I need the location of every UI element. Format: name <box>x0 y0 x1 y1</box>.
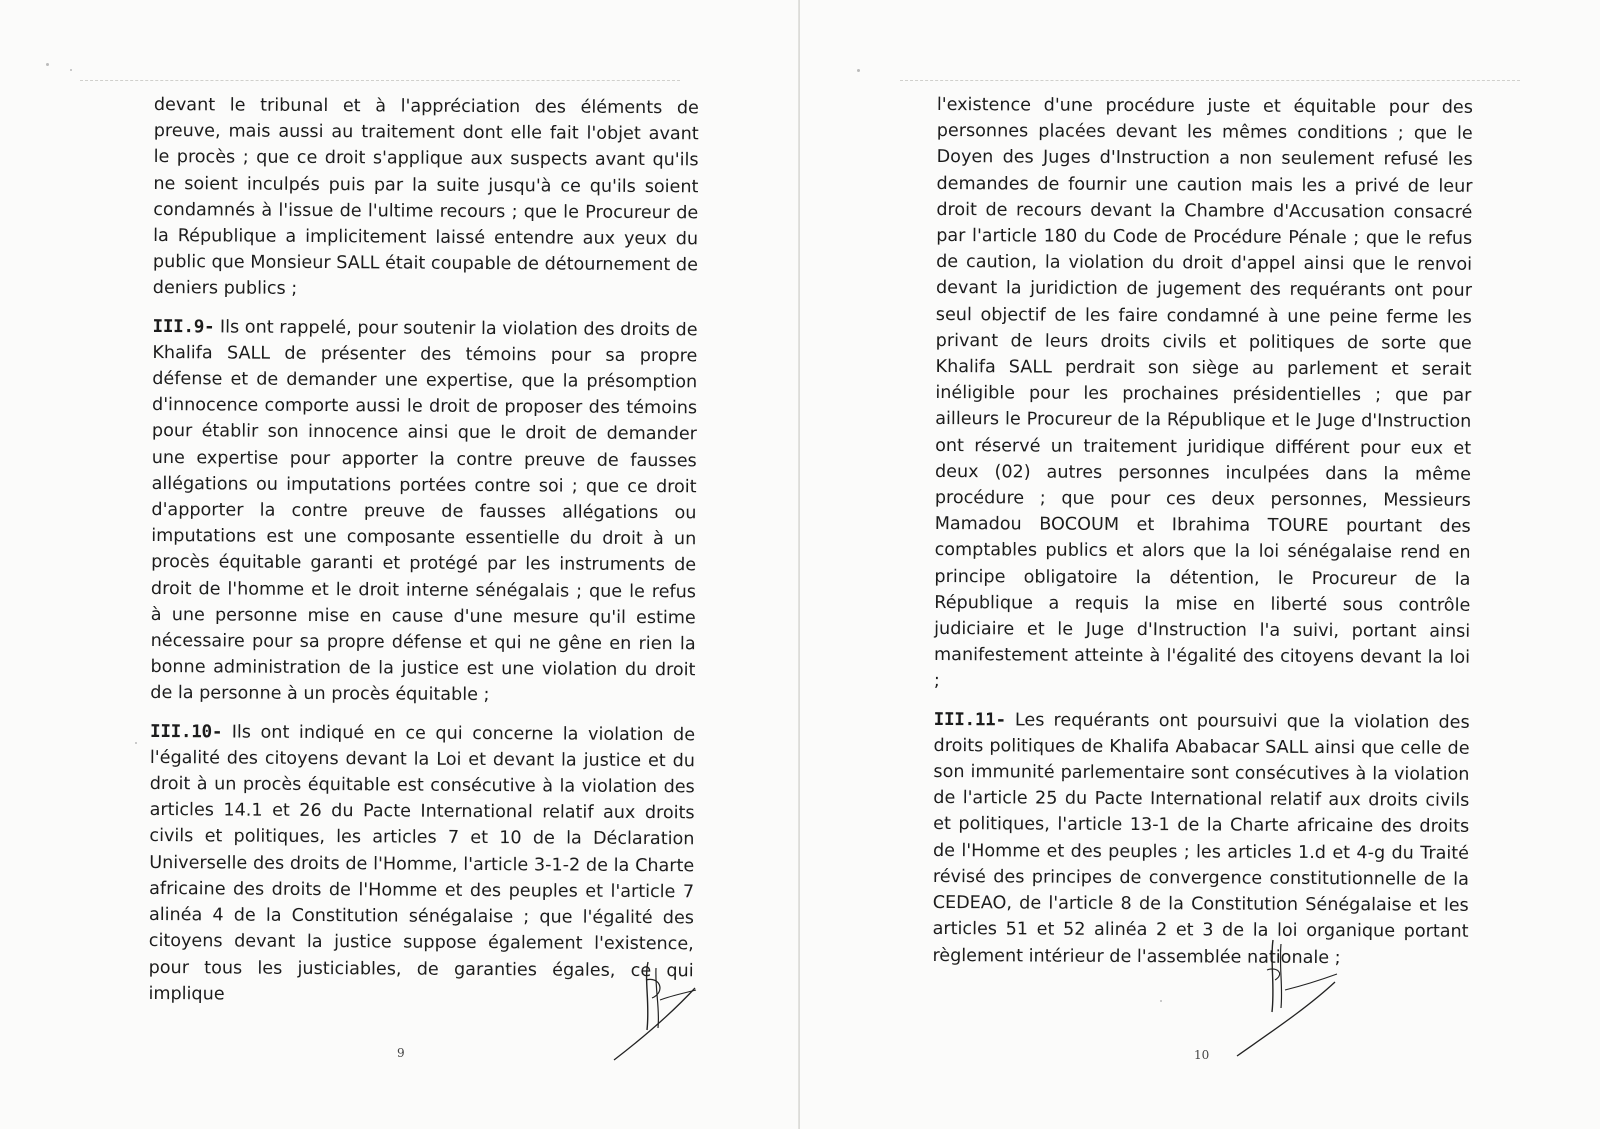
section-label: III.10- <box>150 721 223 743</box>
paragraph <box>153 92 699 305</box>
section-label: III.9- <box>152 316 215 337</box>
paragraph-text: Ils ont rappelé, pour soutenir la violation des droits de Khalifa SALL de présenter des témoins pour sa propre défense et de demander une expertise, que la présomption d'innocence comporte aussi le droit de proposer des témoins pour établir son innocence ainsi que le droit de demander une expertise pour apporter la contre preuve de fausses allégations ou imputations portées contre soi ; que ce droit d'apporter la contre preuve de fausses allégations ou imputations est une composante essentielle du droit à un procès équitable garanti et protégé par les instruments de droit de l'homme et le droit interne sénégalais ; que le refus à une personne mise en cause d'une mesure qu'il estime nécessaire pour sa propre défense et qui ne gêne en rien la bonne administration de la justice est une violation du droit de la personne à un procès équitable ; <box>150 316 698 706</box>
paragraph-iii-11 <box>932 707 1469 972</box>
paragraph-text: l'existence d'une procédure juste et équitable pour des personnes placées devant les mêmes conditions ; que le Doyen des Juges d'Instruction a non seulement refusé les demandes de fournir une caution mais les a privé de leur droit de recours devant la Chambre d'Accusation consacré par l'article 180 du Code de Procédure Pénale ; que le refus de caution, la violation du droit d'appel ainsi que le renvoi devant la juridiction de jugement des requérants ont pour seul objectif de les faire condamné à une peine ferme les privant de leurs droits civils et politiques de sorte que Khalifa SALL perdrait son siège au parlement et serait inéligible pour les prochaines présidentielles ; que par ailleurs le Procureur de la République et le Juge d'Instruction ont réservé un traitement juridique différent pour eux et deux (02) autres personnes inculpées dans la même procédure ; que pour ces deux personnes, Messieurs Mamadou BOCOUM et Ibrahima TOURE pourtant des comptables publics et alors que la loi sénégalaise rend en principe obligatoire la détention, le Procureur de la République a requis la mise en liberté sous contrôle judiciaire et le Juge d'Instruction l'a suivi, portant ainsi manifestement atteinte à l'égalité des citoyens devant la loi ; <box>933 94 1473 692</box>
paragraph-text: Ils ont indiqué en ce qui concerne la violation de l'égalité des citoyens devant la Loi et devant la justice et du droit à un procès équitable est consécutive à la violation des articles 14.1 et 26 du Pacte International relatif aux droits civils et politiques, les articles 7 et 10 de la Déclaration Universelle des droits de l'Homme, l'article 3-1-2 de la Charte africaine des droits de l'Homme et des peuples et l'article 7 alinéa 4 de la Constitution sénégalaise ; que l'égalité des citoyens devant la justice suppose également l'existence, pour tous les justiciables, de garanties égales, ce qui implique <box>148 722 696 1005</box>
page-number: 9 <box>397 1046 405 1060</box>
scan-speck <box>46 63 49 66</box>
scan-artifact <box>900 80 1520 81</box>
scan-speck <box>1160 1000 1162 1002</box>
paragraph-iii-9 <box>150 314 697 710</box>
paragraph-iii-10 <box>148 719 695 1011</box>
page-9-body <box>148 92 699 1022</box>
paragraph <box>934 92 1473 697</box>
page-number: 10 <box>1194 1048 1210 1062</box>
scan-speck <box>135 742 137 744</box>
scan-speck <box>857 69 860 72</box>
section-label: III.11- <box>933 709 1006 731</box>
page-10-body <box>932 92 1473 983</box>
scan-speck <box>70 69 72 71</box>
paragraph-text: Les requérants ont poursuivi que la violation des droits politiques de Khalifa Ababacar SALL ainsi que celle de son immunité parlementaire sont consécutives à la violation de l'article 25 du Pacte International relatif aux droits civils et politiques, l'article 13-1 de la Charte africaine des droits de l'Homme et des peuples ; les articles 1.d et 4-g du Traité révisé des principes de convergence constitutionnelle de la CEDEAO, de l'article 8 de la Constitution Sénégalaise et les articles 51 et 52 alinéa 2 et 3 de la loi organique portant règlement intérieur de l'assemblée nationale ; <box>932 710 1470 968</box>
paragraph-text: devant le tribunal et à l'appréciation des éléments de preuve, mais aussi au traitement dont elle fait l'objet avant le procès ; que ce droit s'applique aux suspects avant qu'ils ne soient inculpés puis par la suite jusqu'à ce qu'ils soient condamnés à l'issue de l'ultime recours ; que le Procureur de la République a implicitement laissé entendre aux yeux du public que Monsieur SALL était coupable de détournement de deniers publics ; <box>152 94 699 300</box>
scan-artifact <box>80 80 680 81</box>
page-10 <box>800 0 1600 1129</box>
